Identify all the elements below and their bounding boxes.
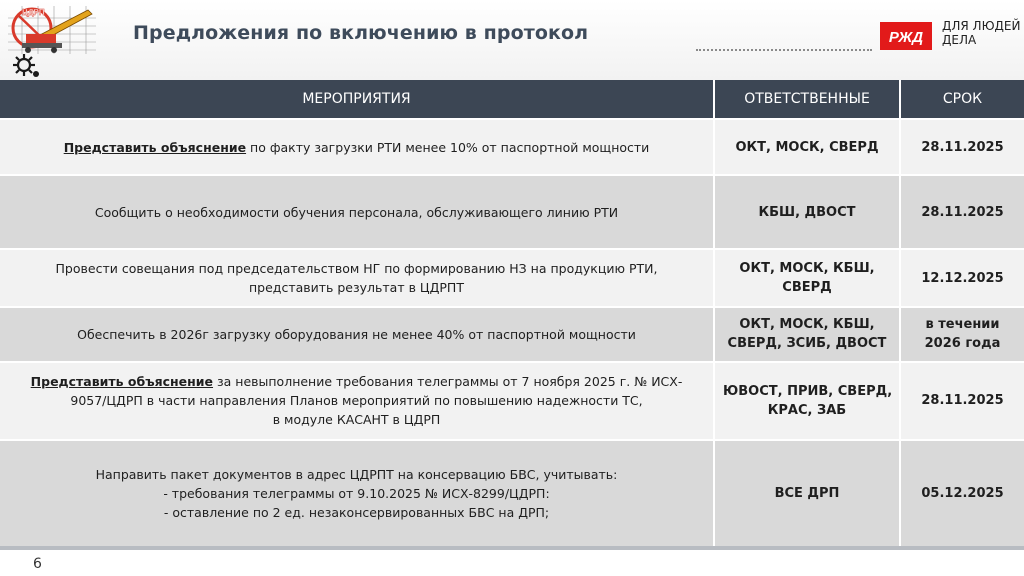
action-cell — [0, 249, 714, 307]
slogan-line-1: ДЛЯ ЛЮДЕЙ — [942, 19, 1021, 33]
slide-header — [0, 0, 1024, 80]
action-cell — [0, 440, 714, 546]
responsible-line: СВЕРД, ЗСИБ, ДВОСТ — [727, 336, 887, 352]
table-row — [0, 175, 1024, 249]
cdrp-crane-logo-icon — [8, 6, 96, 54]
responsible-line: ОКТ, МОСК, КБШ, — [739, 317, 875, 333]
action-emphasis: Представить объяснение — [30, 374, 214, 390]
responsible-cell — [714, 362, 900, 440]
responsible-cell — [714, 307, 900, 361]
deadline-line: 2026 года — [924, 336, 1001, 352]
column-header-deadline: СРОК — [900, 80, 1024, 119]
responsible-cell: ВСЕ ДРП — [714, 440, 900, 546]
slogan-line-2: ДЕЛА — [942, 33, 977, 47]
page-title: Предложения по включению в протокол — [133, 22, 589, 44]
responsible-cell: КБШ, ДВОСТ — [714, 175, 900, 249]
action-line: 9057/ЦДРП в части направления Планов мероприятий по повышению надежности ТС, — [70, 393, 643, 409]
responsible-line: ОКТ, МОСК, КБШ, — [739, 261, 875, 277]
action-line: Провести совещания под председательством НГ по формированию НЗ на продукцию РТИ, — [55, 261, 658, 277]
responsible-line: ЮВОСТ, ПРИВ, СВЕРД, — [723, 383, 893, 399]
table-row — [0, 440, 1024, 546]
deadline-cell: 12.12.2025 — [900, 249, 1024, 307]
table-row — [0, 249, 1024, 307]
gear-icon — [12, 52, 40, 78]
page-number: 6 — [33, 556, 42, 572]
deadline-cell: 28.11.2025 — [900, 362, 1024, 440]
rzd-slogan — [942, 19, 1022, 47]
action-text: за невыполнение требования телеграммы от 7 ноября 2025 г. № ИСХ- — [213, 374, 683, 390]
action-line — [8, 372, 705, 391]
deadline-cell — [900, 307, 1024, 361]
column-header-actions: МЕРОПРИЯТИЯ — [0, 80, 714, 119]
action-line: - оставление по 2 ед. незаконсервированных БВС на ДРП; — [163, 504, 550, 520]
responsible-line: СВЕРД — [782, 280, 832, 296]
action-line: в модуле КАСАНТ в ЦДРП — [272, 412, 441, 428]
table-row — [0, 307, 1024, 361]
action-text: по факту загрузки РТИ менее 10% от паспортной мощности — [246, 139, 650, 155]
action-cell: Сообщить о необходимости обучения персонала, обслуживающего линию РТИ — [0, 175, 714, 249]
table-header-row — [0, 80, 1024, 119]
responsible-cell: ОКТ, МОСК, СВЕРД — [714, 119, 900, 175]
action-line: - требования телеграммы от 9.10.2025 № ИСХ-8299/ЦДРП: — [163, 485, 550, 501]
proposals-table — [0, 80, 1024, 546]
deadline-cell: 28.11.2025 — [900, 175, 1024, 249]
responsible-line: КРАС, ЗАБ — [767, 402, 847, 418]
rzd-logo — [880, 22, 932, 50]
action-cell — [0, 362, 714, 440]
action-emphasis: Представить объяснение — [63, 139, 247, 155]
column-header-responsible: ОТВЕТСТВЕННЫЕ — [714, 80, 900, 119]
footer-bar — [0, 546, 1024, 550]
action-cell — [0, 119, 714, 175]
cdrp-logo-text: ЦДРП — [22, 8, 45, 17]
action-line: представить результат в ЦДРПТ — [249, 280, 464, 296]
rzd-logo-text: РЖД — [888, 29, 924, 46]
deadline-line: в течении — [925, 317, 1000, 333]
table-row — [0, 362, 1024, 440]
header-dotted-divider — [696, 49, 872, 51]
deadline-cell: 28.11.2025 — [900, 119, 1024, 175]
table-row — [0, 119, 1024, 175]
responsible-cell — [714, 249, 900, 307]
deadline-cell: 05.12.2025 — [900, 440, 1024, 546]
action-line: Направить пакет документов в адрес ЦДРПТ на консервацию БВС, учитывать: — [95, 466, 618, 482]
action-cell: Обеспечить в 2026г загрузку оборудования не менее 40% от паспортной мощности — [0, 307, 714, 361]
